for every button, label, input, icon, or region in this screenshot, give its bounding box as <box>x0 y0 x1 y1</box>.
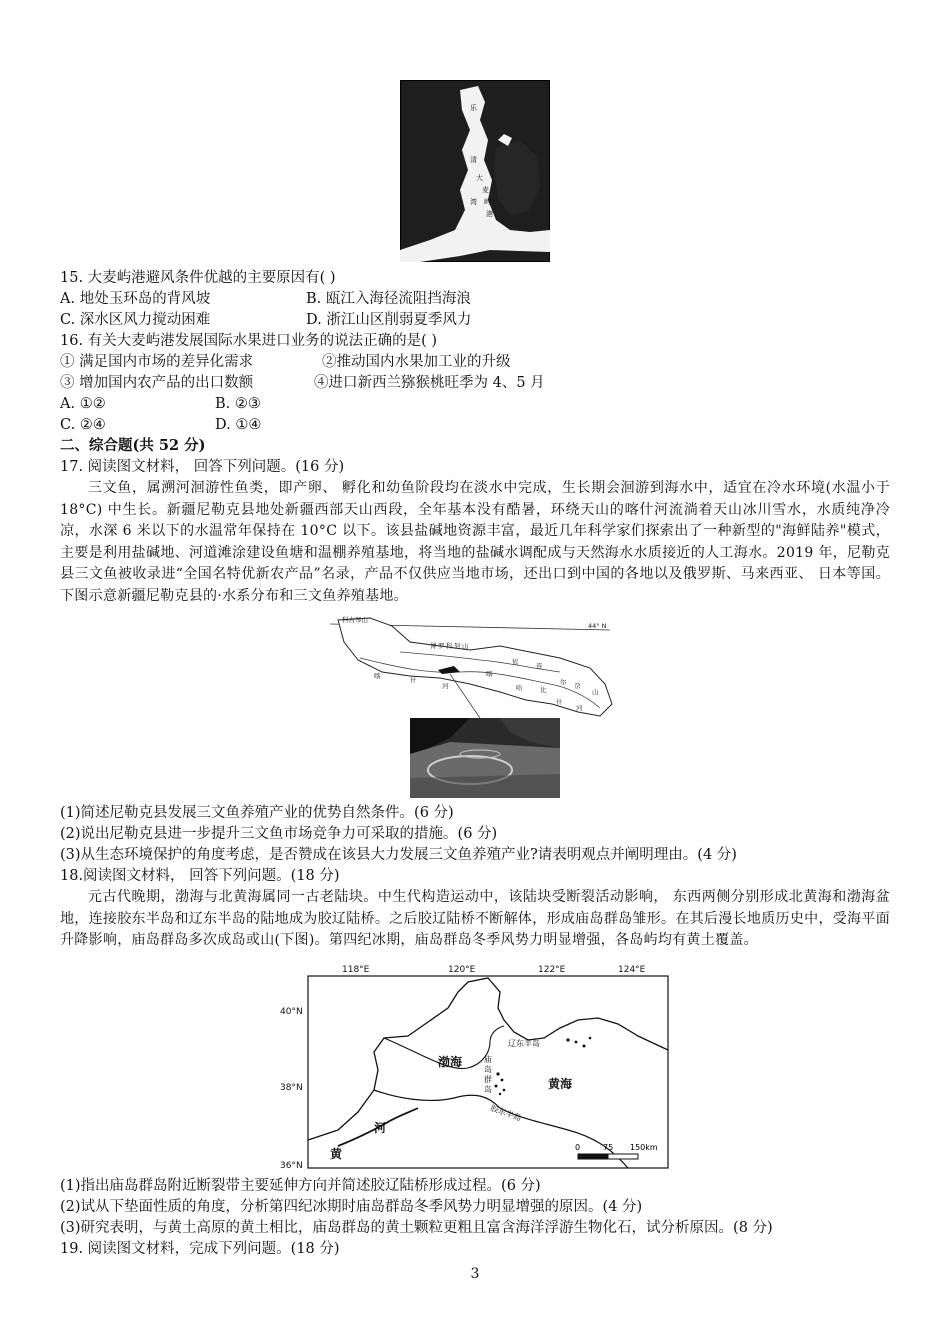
q15-option-b[interactable]: B. 瓯江入海径流阻挡海浪 <box>306 291 471 307</box>
q15-option-d[interactable]: D. 浙江山区削弱夏季风力 <box>306 312 472 328</box>
map1-label-qing: 清 <box>470 156 477 164</box>
q16-option-b[interactable]: B. ②③ <box>215 396 261 412</box>
q18-sub1: (1)指出庙岛群岛附近断裂带主要延伸方向并简述胶辽陆桥形成过程。(6 分) <box>60 1178 541 1194</box>
label-miao3: 群 <box>484 1075 492 1084</box>
q18-material: 元古代晚期，渤海与北黄海属同一古老陆块。中生代构造运动中，该陆块受断裂活动影响， 东西两侧分别形成北黄海和渤海盆地，连接胶东半岛和辽东半岛的陆地成为胶辽陆桥。之后胶辽陆桥不断解体，形成庙岛群岛雏形。在其后漫长地质历史中，受海平面升降影响，庙岛群岛多次成岛或山(下图)。第四纪冰期，庙岛群岛冬季风势力明显增强，各岛屿均有黄土覆盖。 <box>60 889 890 948</box>
label-bohai: 渤海 <box>438 1055 463 1069</box>
q17-sub3: (3)从生态环境保护的角度考虑，是否赞成在该县大力发展三文鱼养殖产业?请表明观点并阐明理由。(4 分) <box>60 847 737 863</box>
map1-label-mai: 麦 <box>482 186 489 194</box>
label-miao2: 岛 <box>484 1065 492 1074</box>
lat-36: 36°N <box>280 1161 303 1171</box>
map1-label-gang: 港 <box>486 210 493 218</box>
q16-statement-4: ④进口新西兰猕猴桃旺季为 4、5 月 <box>314 375 545 391</box>
map1-label-da: 大 <box>476 174 483 182</box>
label-r2: 什 <box>410 676 417 684</box>
label-miao1: 庙 <box>484 1055 492 1064</box>
lat-40: 40°N <box>280 1007 303 1017</box>
label-m2: 罗 <box>438 642 445 650</box>
label-s4: 比 <box>540 686 547 694</box>
lon-120: 120°E <box>448 965 476 975</box>
map1-label-yu: 屿 <box>484 198 491 206</box>
q17-sub2: (2)说出尼勒克县进一步提升三文鱼市场竞争力可采取的措施。(6 分) <box>60 826 498 842</box>
q16-option-d[interactable]: D. ①④ <box>215 417 262 433</box>
q18-sub2: (2)试从下垫面性质的角度，分析第四纪冰期时庙岛群岛冬季风势力明显增强的原因。(4 分) <box>60 1199 643 1215</box>
map1-label-wan1: 湾 <box>470 198 477 206</box>
label-huanghai: 黄海 <box>548 1077 573 1091</box>
q15-option-a[interactable]: A. 地处玉环岛的背风坡 <box>60 291 211 307</box>
q16-stem: 16. 有关大麦屿港发展国际水果进口业务的说法正确的是( ) <box>60 333 438 349</box>
lon-122: 122°E <box>538 965 566 975</box>
label-r1: 喀 <box>374 672 381 680</box>
salmon-farm-photo <box>410 718 560 798</box>
label-kegu: 科古琴山 <box>342 616 368 624</box>
label-liaodong: 辽东半岛 <box>508 1039 540 1048</box>
scale-150: 150km <box>630 1143 658 1152</box>
label-s3: 哈 <box>516 684 523 692</box>
label-s2: 连 <box>536 662 543 670</box>
label-m1: 博 <box>430 642 437 650</box>
label-miao4: 岛 <box>484 1085 492 1094</box>
q17-stem: 17. 阅读图文材料， 回答下列问题。(16 分) <box>60 459 345 475</box>
damaiyu-map <box>400 80 550 262</box>
q18-stem: 18.阅读图文材料， 回答下列问题。(18 分) <box>60 868 340 884</box>
q16-statement-3: ③ 增加国内农产品的出口数额 <box>60 375 254 391</box>
label-s6: 尕 <box>574 682 581 690</box>
label-s7: 山 <box>592 688 599 696</box>
map1-label-le: 乐 <box>470 104 477 112</box>
lon-118: 118°E <box>342 965 370 975</box>
label-river-he: 河 <box>374 1121 387 1135</box>
label-m5: 山 <box>462 642 469 650</box>
label-s1: 依 <box>512 658 519 666</box>
lon-124: 124°E <box>618 965 646 975</box>
label-m3: 科 <box>446 642 453 650</box>
q19-stem: 19. 阅读图文材料，完成下列问题。(18 分) <box>60 1241 340 1257</box>
q17-material: 三文鱼，属溯河洄游性鱼类，即产卵、 孵化和幼鱼阶段均在淡水中完成，生长期会洄游到海水中，适宜在冷水环境(水温小于 18°C) 中生长。新疆尼勒克县地处新疆西部天山西段，全年基本没有酷暑，环绕天山的喀什河流淌着天山冰川雪水，水质纯净冷凉，水深 6 米以下的水温常年保持在 10°C 以下。该县盐碱地资源丰富，最近几年科学家们探索出了一种新型的"海鲜陆养"模式，主要是利用盐碱地、河道滩涂建设鱼塘和温棚养殖基地，将当地的盐碱水调配成与天然海水水质接近的人工海水。2019 年，尼勒克县三文鱼被收录进“全国名特优新农产品”名录，产品不仅供应当地市场，还出口到中国的各地以及俄罗斯、马来西亚、 日本等国。下图示意新疆尼勒克县的·水系分布和三文鱼养殖基地。 <box>60 480 890 604</box>
q17-sub1: (1)简述尼勒克县发展三文鱼养殖产业的优势自然条件。(6 分) <box>60 805 454 821</box>
label-m4: 努 <box>454 642 461 650</box>
section-heading: 二、综合题(共 52 分) <box>60 437 206 454</box>
label-s5: 尔 <box>560 678 567 686</box>
q15-stem: 15. 大麦屿港避风条件优越的主要原因有( ) <box>60 270 336 286</box>
miaodao-map <box>278 962 678 1172</box>
label-river-huang: 黄 <box>330 1147 343 1161</box>
q16-option-a[interactable]: A. ①② <box>60 396 106 412</box>
q16-statement-2: ②推动国内水果加工业的升级 <box>322 354 511 370</box>
label-r2b: 什 <box>556 698 563 706</box>
scale-75: 75 <box>603 1143 614 1152</box>
q15-option-c[interactable]: C. 深水区风力搅动困难 <box>60 312 211 328</box>
label-r3: 河 <box>442 682 449 690</box>
q16-statement-1: ① 满足国内市场的差异化需求 <box>60 354 254 370</box>
label-r2c: 河 <box>576 704 583 712</box>
page-number: 3 <box>470 1266 480 1282</box>
label-lat: 44° N <box>588 622 607 630</box>
q16-option-c[interactable]: C. ②④ <box>60 417 106 433</box>
label-jiaodong: 胶东半岛 <box>489 1103 523 1123</box>
nilke-water-map <box>330 612 620 720</box>
q18-sub3: (3)研究表明，与黄土高原的黄土相比，庙岛群岛的黄土颗粒更粗且富含海洋浮游生物化石，试分析原因。(8 分) <box>60 1220 773 1236</box>
scale-0: 0 <box>575 1143 581 1152</box>
label-r2a: 喀 <box>486 670 493 678</box>
lat-38: 38°N <box>280 1083 303 1093</box>
basin-outline <box>338 618 612 716</box>
